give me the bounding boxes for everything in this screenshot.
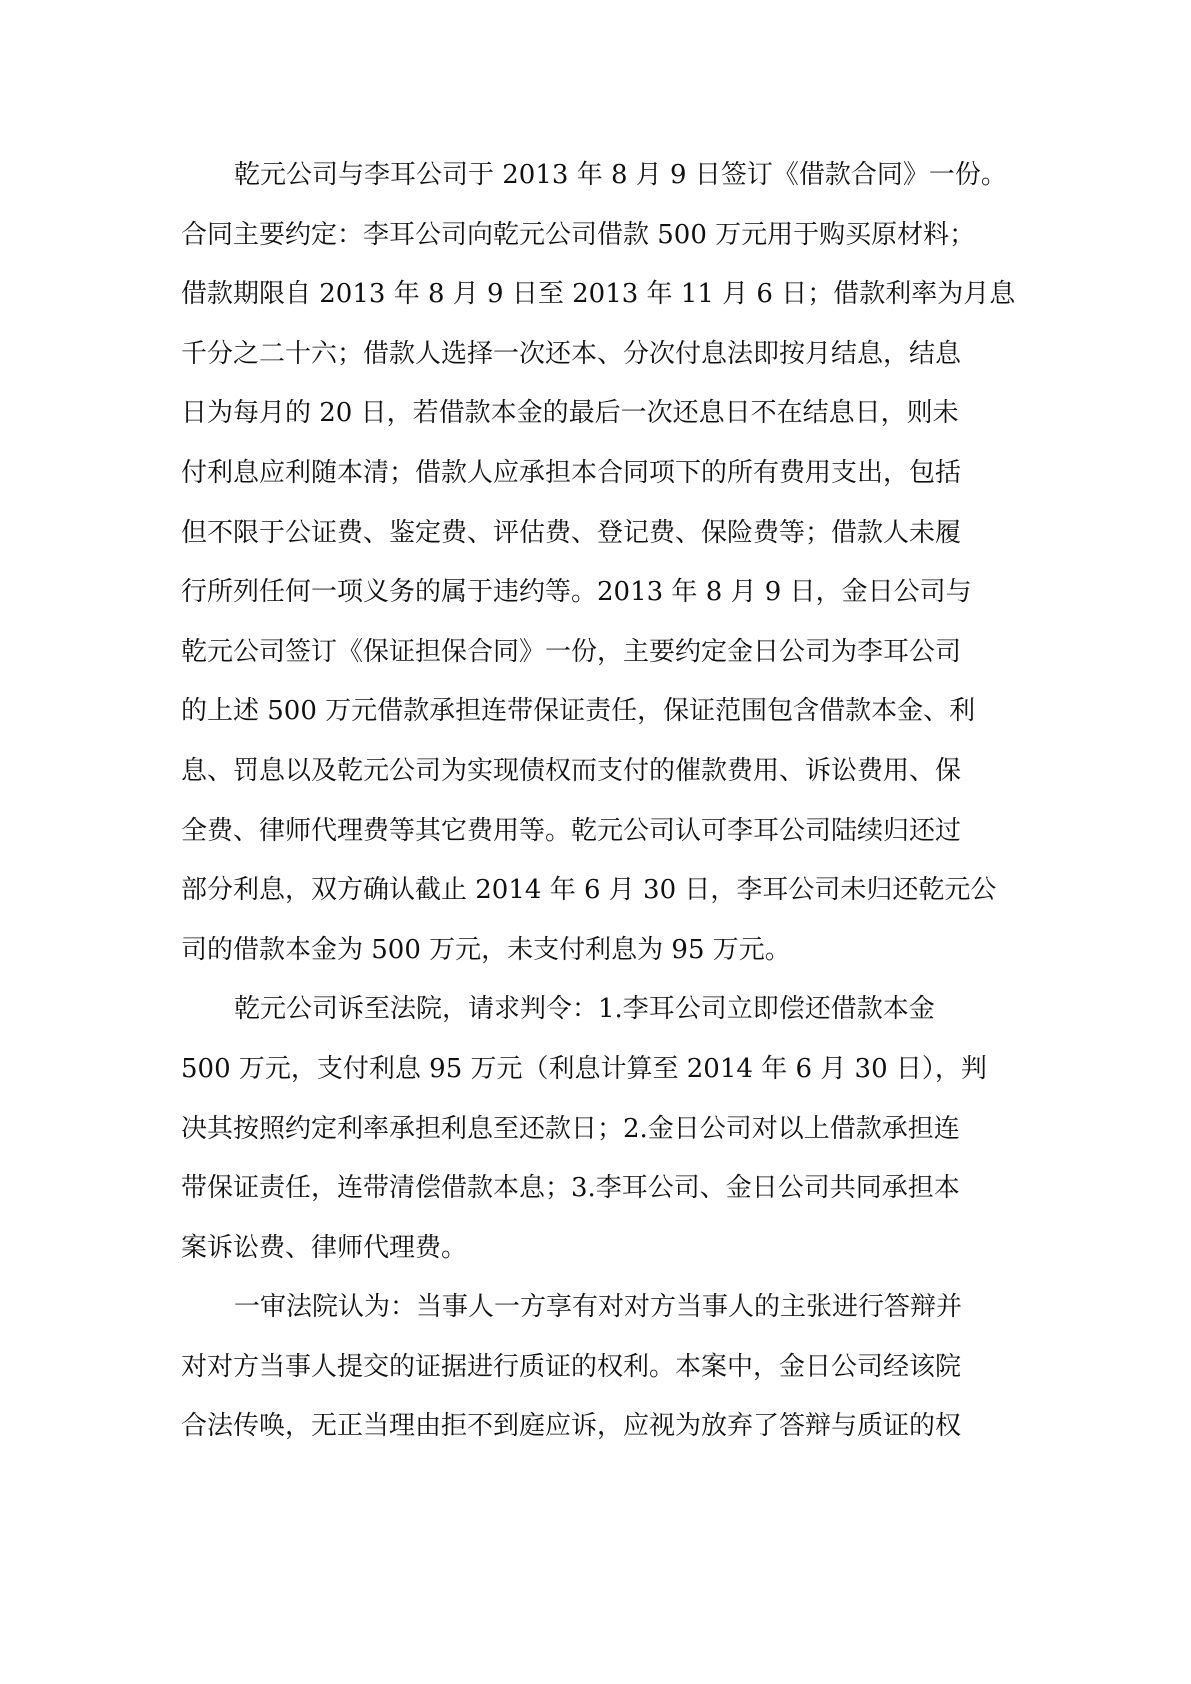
paragraph-court-opinion xyxy=(181,1278,1021,1457)
text-line: 500 万元，支付利息 95 万元（利息计算至 2014 年 6 月 30 日），判 xyxy=(181,1053,987,1084)
text-line: 决其按照约定利率承担利息至还款日；2.金日公司对以上借款承担连 xyxy=(181,1113,960,1144)
document-body xyxy=(181,146,1021,1457)
text-line: 乾元公司与李耳公司于 2013 年 8 月 9 日签订《借款合同》一份。 xyxy=(234,160,1007,190)
text-line: 案诉讼费、律师代理费。 xyxy=(181,1232,468,1263)
text-line: 日为每月的 20 日，若借款本金的最后一次还息日不在结息日，则未 xyxy=(181,398,959,429)
text-line: 司的借款本金为 500 万元，未支付利息为 95 万元。 xyxy=(181,934,791,965)
text-line: 合法传唤，无正当理由拒不到庭应诉，应视为放弃了答辩与质证的权 xyxy=(181,1411,962,1442)
text-line: 付利息应利随本清；借款人应承担本合同项下的所有费用支出，包括 xyxy=(181,457,962,488)
text-line: 部分利息，双方确认截止 2014 年 6 月 30 日，李耳公司未归还乾元公 xyxy=(181,875,997,906)
text-line: 行所列任何一项义务的属于违约等。2013 年 8 月 9 日，金日公司与 xyxy=(181,577,972,608)
text-line: 乾元公司签订《保证担保合同》一份，主要约定金日公司为李耳公司 xyxy=(181,636,962,667)
text-line: 合同主要约定：李耳公司向乾元公司借款 500 万元用于购买原材料； xyxy=(181,219,976,250)
text-line: 但不限于公证费、鉴定费、评估费、登记费、保险费等；借款人未履 xyxy=(181,517,962,548)
text-line: 全费、律师代理费等其它费用等。乾元公司认可李耳公司陆续归还过 xyxy=(181,815,962,846)
text-line: 对对方当事人提交的证据进行质证的权利。本案中，金日公司经该院 xyxy=(181,1351,962,1382)
paragraph-claims xyxy=(181,980,1021,1278)
text-line: 借款期限自 2013 年 8 月 9 日至 2013 年 11 月 6 日；借款利率为月息 xyxy=(181,279,1016,310)
text-line: 乾元公司诉至法院，请求判令：1.李耳公司立即偿还借款本金 xyxy=(234,994,935,1025)
text-line: 一审法院认为：当事人一方享有对对方当事人的主张进行答辩并 xyxy=(234,1292,963,1323)
text-line: 带保证责任，连带清偿借款本息；3.李耳公司、金日公司共同承担本 xyxy=(181,1173,960,1204)
text-line: 千分之二十六；借款人选择一次还本、分次付息法即按月结息，结息 xyxy=(181,338,962,369)
text-line: 的上述 500 万元借款承担连带保证责任，保证范围包含借款本金、利 xyxy=(181,696,976,727)
text-line: 息、罚息以及乾元公司为实现债权而支付的催款费用、诉讼费用、保 xyxy=(181,755,962,786)
paragraph-loan-contract xyxy=(181,146,1021,980)
